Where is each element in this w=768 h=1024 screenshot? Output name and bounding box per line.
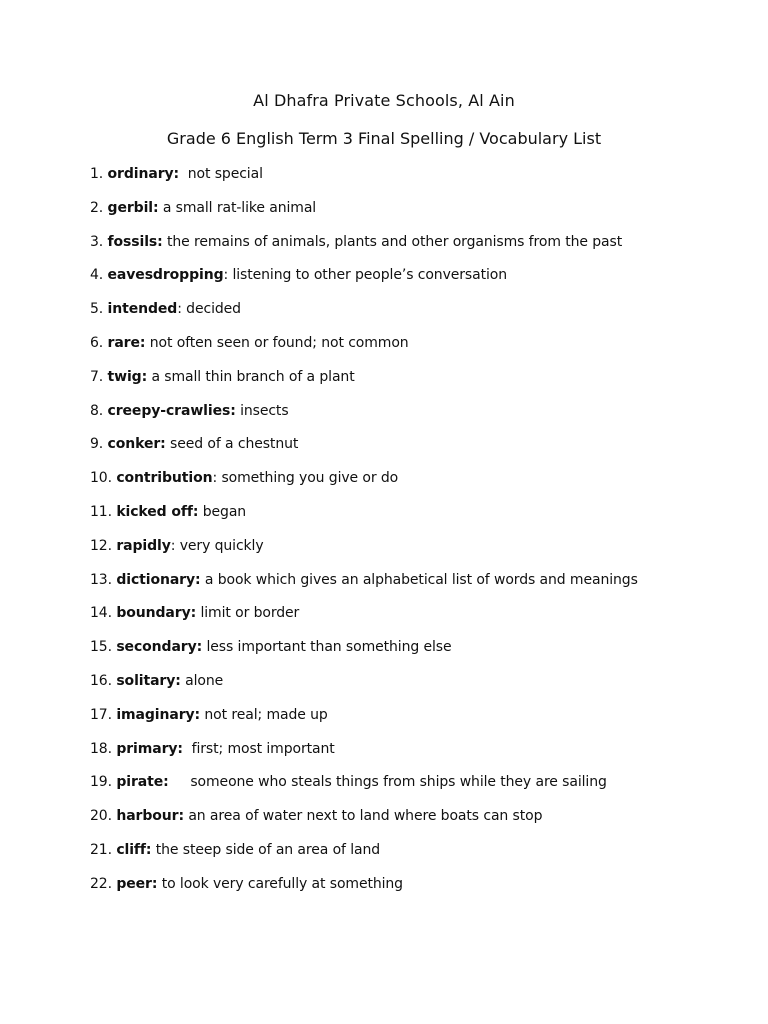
list-item [90, 840, 750, 874]
vocab-definition: first; most important [191, 740, 335, 757]
item-number: 6. [90, 334, 104, 351]
list-item [90, 333, 750, 367]
vocab-word: gerbil: [107, 199, 159, 216]
list-item [90, 603, 750, 637]
vocab-word: rapidly [116, 537, 171, 554]
list-item [90, 434, 750, 468]
item-number: 5. [90, 301, 104, 318]
word-gap [179, 166, 188, 182]
vocab-word: ordinary: [107, 166, 180, 182]
list-item [90, 265, 750, 299]
list-item [90, 739, 750, 773]
vocab-definition: : listening to other people’s conversation [223, 267, 508, 284]
item-number: 13. [90, 571, 112, 588]
vocab-definition: to look very carefully at something [161, 875, 403, 892]
vocab-definition: insects [240, 402, 289, 419]
item-number: 2. [90, 199, 104, 216]
vocab-word: dictionary: [116, 571, 201, 588]
list-item [90, 570, 750, 604]
item-number: 10. [90, 470, 112, 487]
item-number: 4. [90, 267, 104, 284]
vocab-definition: : decided [177, 301, 241, 318]
item-number: 21. [90, 841, 112, 858]
list-item [90, 232, 750, 266]
item-number: 18. [90, 740, 112, 757]
item-number: 16. [90, 672, 112, 689]
item-number: 1. [90, 166, 104, 182]
vocab-word: pirate: [116, 774, 169, 791]
word-gap [169, 774, 191, 790]
vocab-definition: seed of a chestnut [170, 436, 299, 453]
list-item [90, 637, 750, 671]
word-gap [183, 741, 192, 757]
vocab-definition: : something you give or do [212, 470, 399, 487]
list-item [90, 705, 750, 739]
vocab-word: intended [107, 301, 178, 318]
vocab-definition: not real; made up [204, 706, 328, 723]
vocab-definition: a small rat-like animal [162, 199, 317, 216]
list-item [90, 536, 750, 570]
list-item [90, 401, 750, 435]
list-title: Grade 6 English Term 3 Final Spelling / Vocabulary List [166, 129, 602, 148]
list-item [90, 468, 750, 502]
school-name: Al Dhafra Private Schools, Al Ain [253, 91, 515, 110]
item-number: 19. [90, 774, 112, 791]
vocab-word: cliff: [116, 841, 152, 858]
item-number: 11. [90, 503, 112, 520]
vocab-word: eavesdropping [107, 267, 224, 284]
list-item [90, 299, 750, 333]
item-number: 14. [90, 605, 112, 622]
vocab-definition: alone [185, 672, 224, 689]
vocab-definition: not special [187, 166, 263, 182]
vocab-word: harbour: [116, 808, 184, 825]
vocab-word: boundary: [116, 605, 197, 622]
list-item [90, 772, 750, 806]
vocab-definition: a book which gives an alphabetical list of words and meanings [204, 571, 638, 588]
vocab-definition: began [202, 503, 247, 520]
list-item [90, 671, 750, 705]
vocab-word: kicked off: [116, 503, 199, 520]
list-item [90, 164, 750, 198]
item-number: 15. [90, 639, 112, 656]
vocab-definition: not often seen or found; not common [149, 334, 409, 351]
vocab-definition: the remains of animals, plants and other organisms from the past [167, 233, 623, 250]
item-number: 17. [90, 706, 112, 723]
list-item [90, 198, 750, 232]
vocab-word: peer: [116, 875, 158, 892]
list-item [90, 874, 750, 908]
item-number: 22. [90, 875, 112, 892]
vocab-definition: someone who steals things from ships while they are sailing [190, 774, 607, 791]
item-number: 8. [90, 402, 104, 419]
vocab-definition: limit or border [200, 605, 300, 622]
vocab-definition: the steep side of an area of land [155, 841, 381, 858]
vocab-definition: a small thin branch of a plant [151, 368, 355, 385]
vocab-word: twig: [107, 368, 148, 385]
item-number: 9. [90, 436, 104, 453]
vocab-word: fossils: [107, 233, 163, 250]
vocab-word: secondary: [116, 639, 203, 656]
list-item [90, 367, 750, 401]
vocab-word: solitary: [116, 672, 181, 689]
vocab-definition: : very quickly [170, 537, 264, 554]
vocab-word: rare: [107, 334, 146, 351]
list-item [90, 806, 750, 840]
vocab-definition: an area of water next to land where boats can stop [188, 808, 543, 825]
list-item [90, 502, 750, 536]
vocabulary-list [90, 164, 750, 908]
vocab-word: primary: [116, 740, 183, 757]
item-number: 12. [90, 537, 112, 554]
item-number: 3. [90, 233, 104, 250]
vocab-word: contribution [116, 470, 213, 487]
vocab-word: conker: [107, 436, 166, 453]
vocab-definition: less important than something else [206, 639, 452, 656]
vocab-word: imaginary: [116, 706, 201, 723]
vocab-word: creepy-crawlies: [107, 402, 236, 419]
item-number: 7. [90, 368, 104, 385]
item-number: 20. [90, 808, 112, 825]
